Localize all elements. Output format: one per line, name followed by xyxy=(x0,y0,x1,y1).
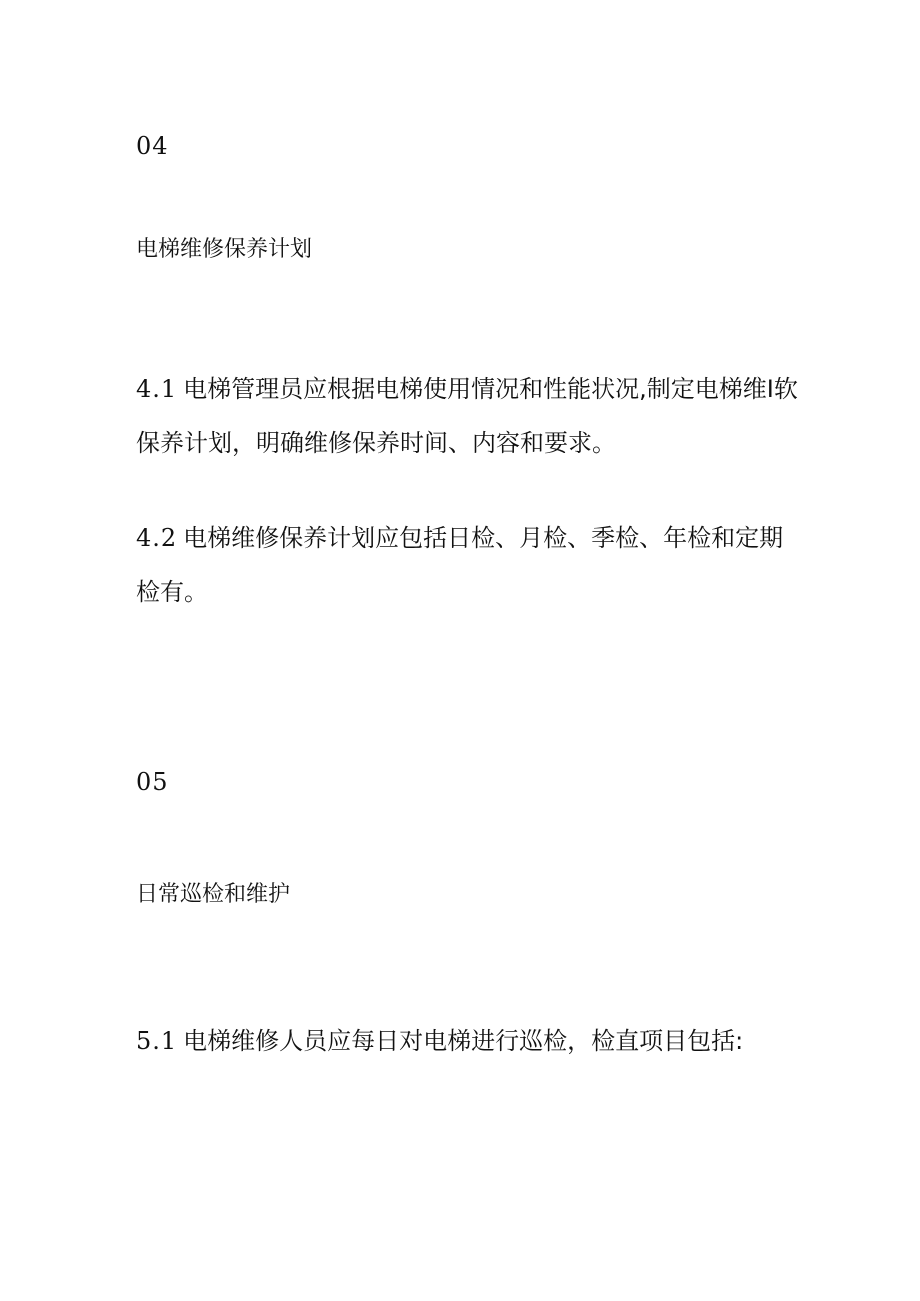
paragraph xyxy=(136,1014,743,1068)
section-number: 04 xyxy=(136,132,169,160)
paragraph-line: 保养计划，明确维修保养时间、内容和要求。 xyxy=(136,429,616,457)
paragraph-line xyxy=(136,1014,743,1068)
paragraph-number: 5.1 xyxy=(136,1027,178,1055)
paragraph-text: 电梯维修保养计划应包括日检、月检、季检、年检和定期 xyxy=(183,524,784,552)
paragraph xyxy=(136,511,783,619)
section-title: 日常巡检和维护 xyxy=(136,882,291,907)
paragraph-text: 电梯管理员应根据电梯使用情况和性能状况,制定电梯维I软 xyxy=(183,375,798,403)
section-number: 05 xyxy=(136,768,169,796)
paragraph-number: 4.1 xyxy=(136,375,178,403)
section-title: 电梯维修保养计划 xyxy=(136,237,313,262)
paragraph xyxy=(136,362,798,470)
paragraph-line xyxy=(136,511,783,565)
paragraph-line xyxy=(136,362,798,416)
paragraph-number: 4.2 xyxy=(136,524,178,552)
paragraph-text: 电梯维修人员应每日对电梯进行巡检，检直项目包括: xyxy=(183,1027,744,1055)
paragraph-line: 检有。 xyxy=(136,578,208,606)
